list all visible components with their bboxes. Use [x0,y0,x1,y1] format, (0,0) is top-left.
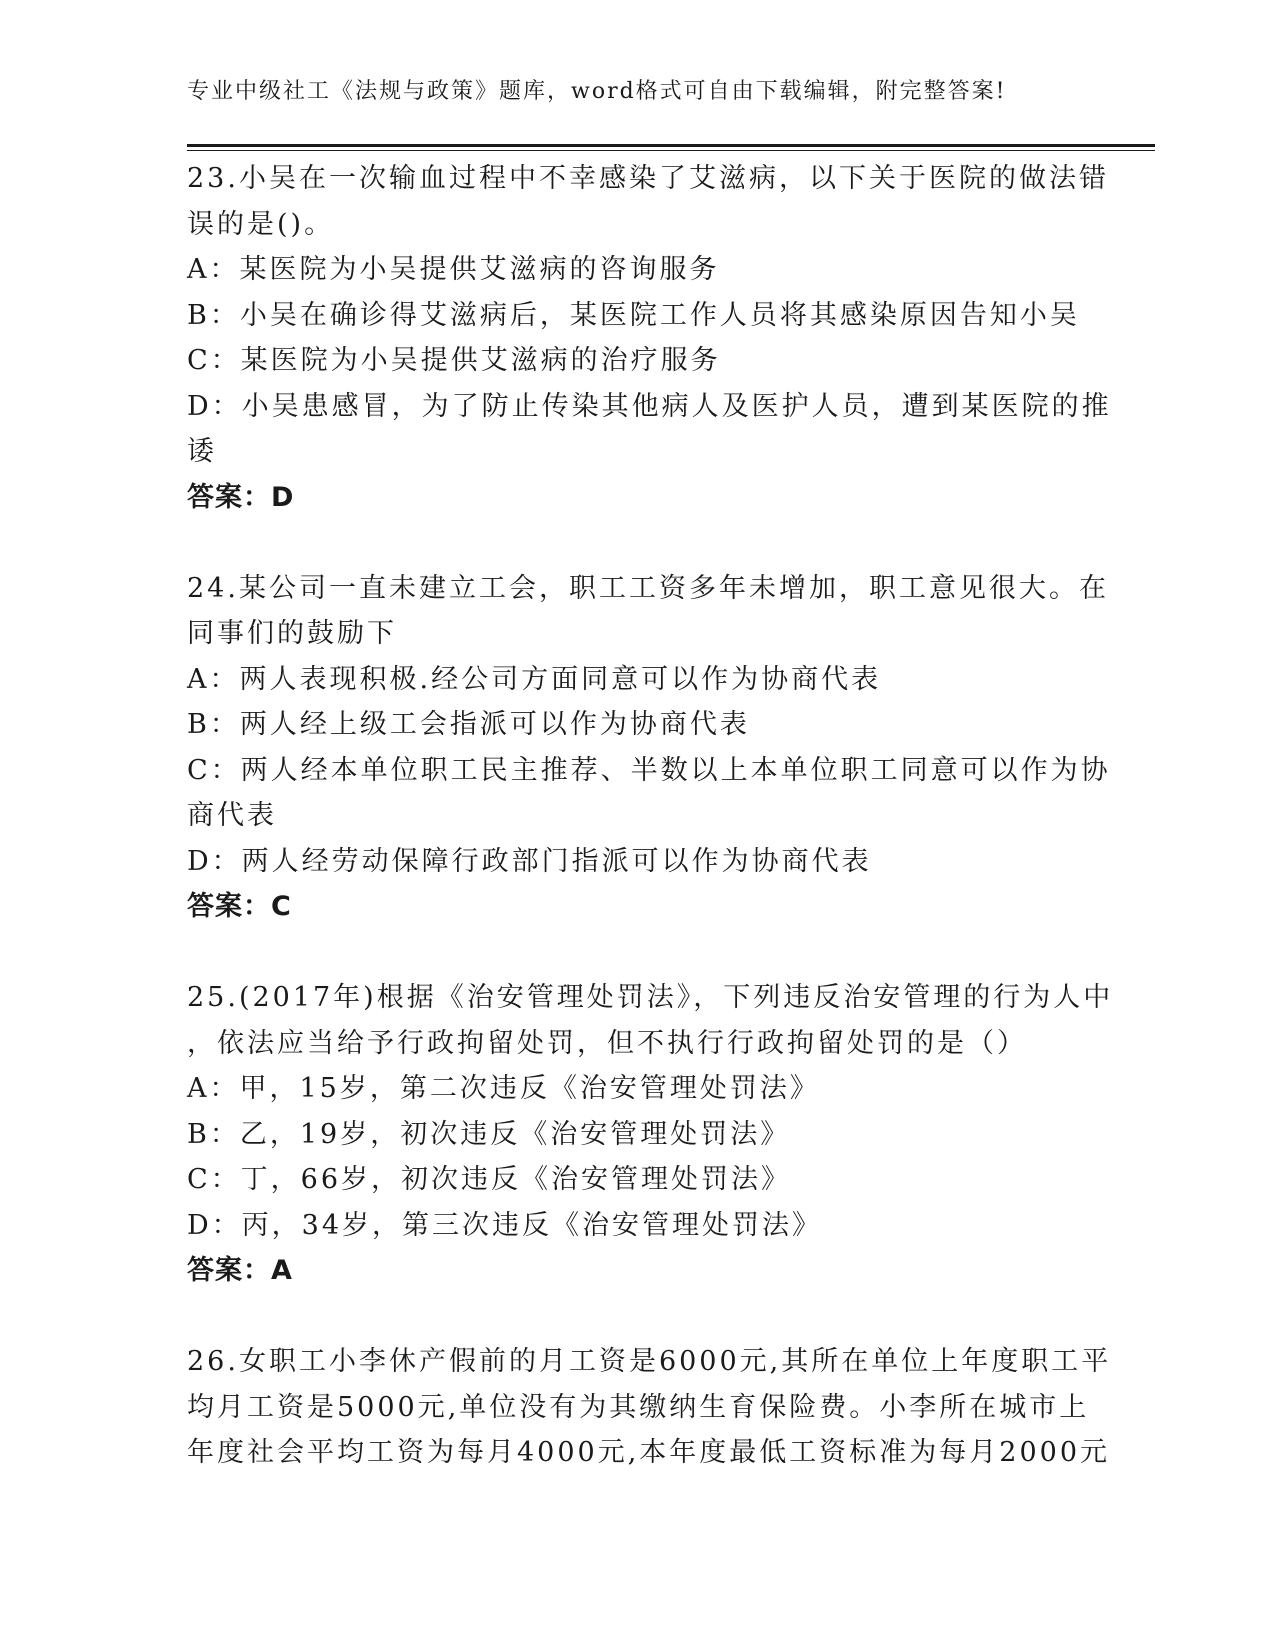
question-stem-line: 均月工资是5000元,单位没有为其缴纳生育保险费。小李所在城市上 [187,1391,1090,1423]
option-b: B：小吴在确诊得艾滋病后，某医院工作人员将其感染原因告知小吴 [187,299,1080,331]
question-stem-line: 26.女职工小李休产假前的月工资是6000元,其所在单位上年度职工平 [187,1346,1112,1377]
answer: 答案：C [187,891,292,922]
question-26 [187,1339,1112,1476]
question-stem-line: 25.(2017年)根据《治安管理处罚法》，下列违反治安管理的行为人中 [187,982,1114,1013]
option-d: D：两人经劳动保障行政部门指派可以作为协商代表 [187,845,872,877]
option-a: A：甲，15岁，第二次违反《治安管理处罚法》 [187,1073,820,1104]
answer: 答案：A [187,1255,293,1286]
option-d-continuation: 诿 [187,436,217,467]
question-stem-line: ，依法应当给予行政拘留处罚，但不执行行政拘留处罚的是（） [187,1027,1027,1059]
option-d: D：丙，34岁，第三次违反《治安管理处罚法》 [187,1209,823,1241]
question-stem-line: 同事们的鼓励下 [187,618,397,649]
question-stem-line: 23.小吴在一次输血过程中不幸感染了艾滋病，以下关于医院的做法错 [187,163,1109,194]
question-23 [187,156,1112,520]
question-25 [187,975,1114,1294]
question-24 [187,566,1111,930]
option-c-continuation: 商代表 [187,800,277,831]
question-list [187,156,1114,1476]
header-divider-thin [187,150,1155,151]
header-divider-thick [187,144,1155,147]
option-a: A：某医院为小吴提供艾滋病的咨询服务 [187,254,720,285]
option-b: B：乙，19岁，初次违反《治安管理处罚法》 [187,1118,791,1150]
answer: 答案：D [187,481,295,513]
question-stem-line: 24.某公司一直未建立工会，职工工资多年未增加，职工意见很大。在 [187,572,1109,604]
option-d: D：小吴患感冒，为了防止传染其他病人及医护人员，遭到某医院的推 [187,390,1112,422]
option-c: C：某医院为小吴提供艾滋病的治疗服务 [187,345,721,376]
option-a: A：两人表现积极.经公司方面同意可以作为协商代表 [187,663,882,695]
page-header: 专业中级社工《法规与政策》题库，word格式可自由下载编辑，附完整答案! [187,79,1007,104]
option-c: C：两人经本单位职工民主推荐、半数以上本单位职工同意可以作为协 [187,754,1111,786]
question-stem-line: 年度社会平均工资为每月4000元,本年度最低工资标准为每月2000元 [187,1437,1111,1468]
question-stem-line: 误的是()。 [187,208,335,240]
option-c: C：丁，66岁，初次违反《治安管理处罚法》 [187,1164,792,1195]
option-b: B：两人经上级工会指派可以作为协商代表 [187,709,750,740]
